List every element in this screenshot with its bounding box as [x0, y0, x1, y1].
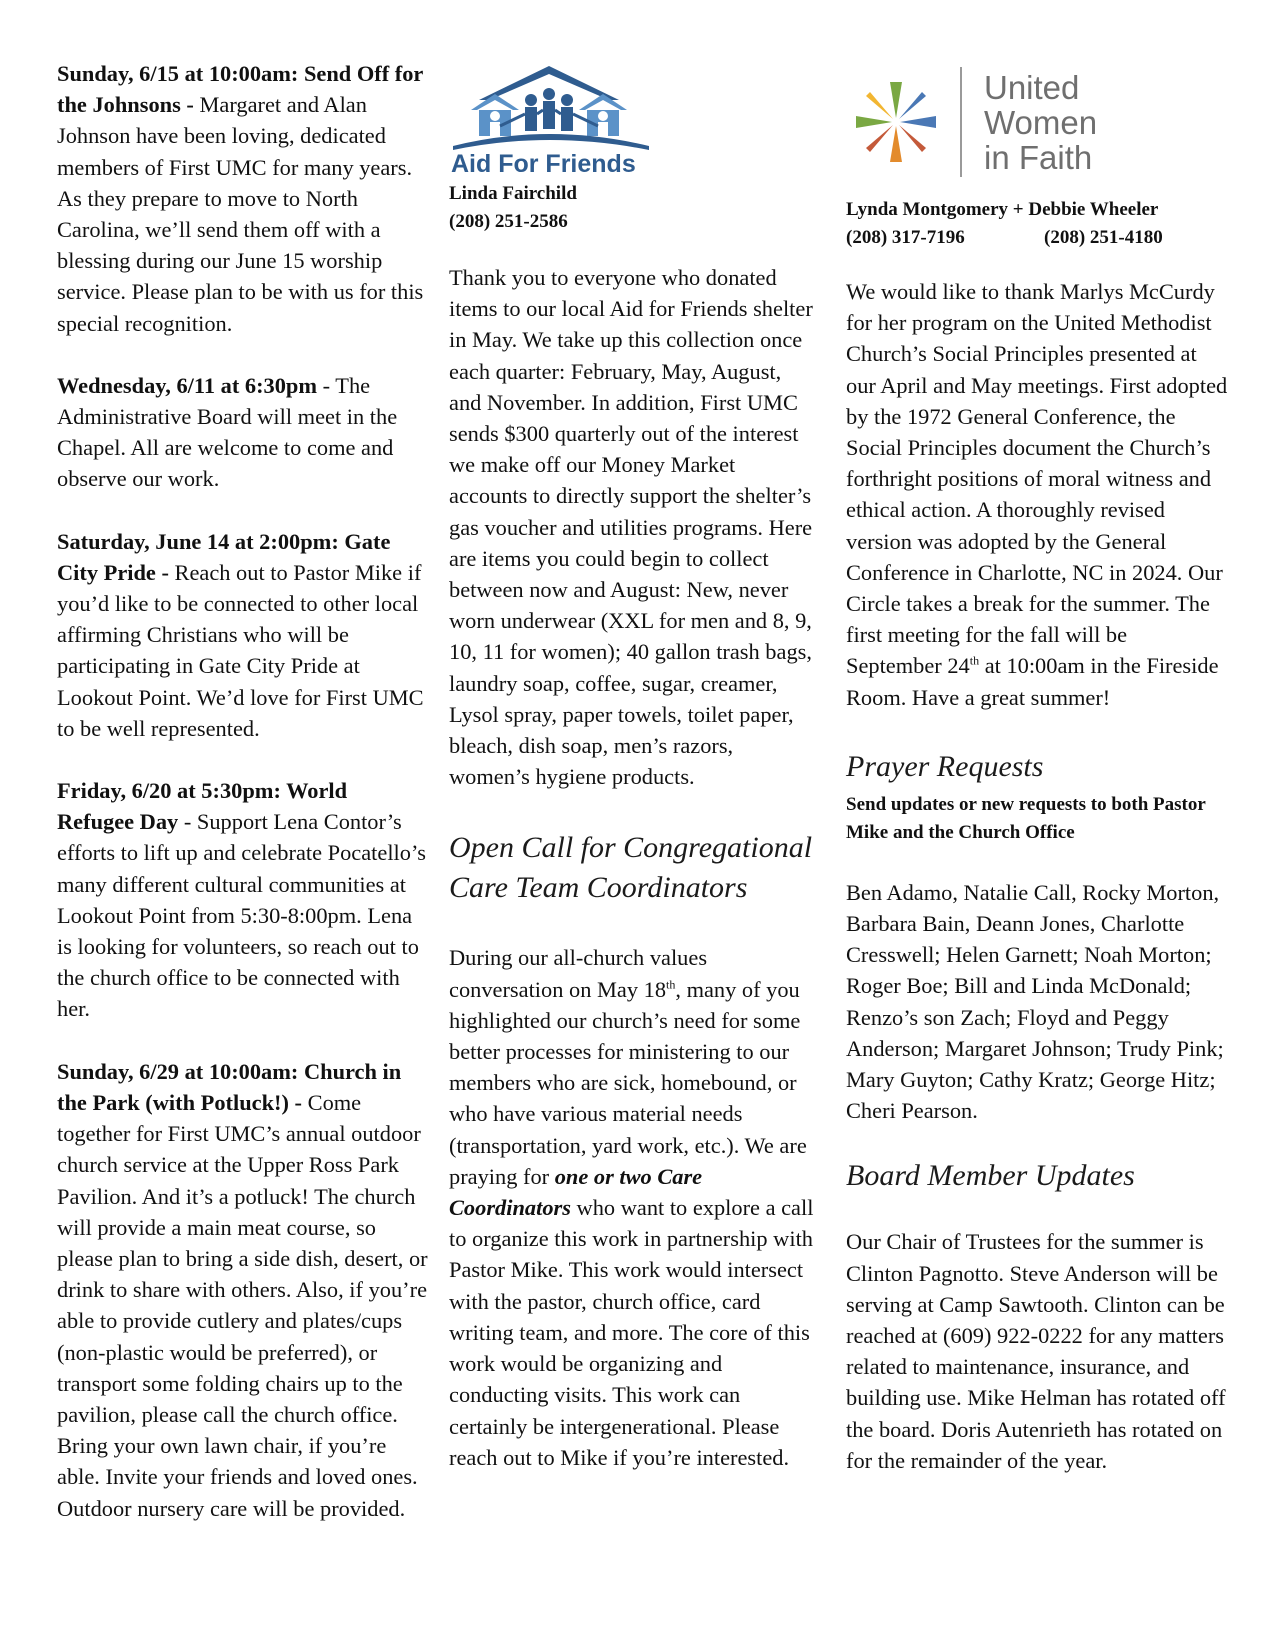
event-heading: Saturday, June 14 at 2:00pm: Gate City Pride -: [57, 528, 391, 585]
aid-for-friends-column: [449, 60, 819, 1473]
uwf-logo: [846, 62, 1228, 182]
uwf-contact-names: Lynda Montgomery + Debbie Wheeler: [846, 199, 1159, 220]
event-heading: Wednesday, 6/11 at 6:30pm: [57, 372, 318, 398]
houses-people-icon: [449, 60, 649, 176]
event-item: [57, 370, 429, 495]
event-body: Reach out to Pastor Mike if you’d like to be connected to other local affirming Christians who will be participating in Gate City Pride at Lookout Point. We’d love for First UMC to be well represented.: [57, 559, 424, 741]
events-column: [57, 58, 429, 1555]
event-item: [57, 1056, 429, 1524]
uwf-phone-1: (208) 317-7196: [846, 227, 965, 248]
aid-contact-phone: (208) 251-2586: [449, 211, 568, 232]
aid-logo-text: Aid For Friends: [451, 150, 636, 176]
aid-contact-name: Linda Fairchild: [449, 183, 577, 204]
uwf-logo-text: United Women in Faith: [984, 68, 1098, 176]
aid-intro-text: Thank you to everyone who donated items to our local Aid for Friends shelter in May. We take up this collection once each quarter: February, May, August, and November. In addition, First UMC sends $300 quarterly out of the interest we make off our Money Market accounts to directly support the shelter’s gas voucher and utilities programs. Here are items you could begin to collect between now and August: New, never worn underwear (XXL for men and 8, 9, 10, 11 for women); 40 gallon trash bags, laundry soap, coffee, sugar, creamer, Lysol spray, paper towels, toilet paper, bleach, dish soap, men’s razors, women’s hygiene products.: [449, 265, 813, 790]
aid-for-friends-logo: [449, 60, 819, 180]
care-coordinators-emphasis: one or two Care Coordinators: [449, 1163, 703, 1221]
uwf-divider: [960, 67, 962, 177]
event-heading: Sunday, 6/15 at 10:00am: Send Off for the Johnsons -: [57, 61, 423, 118]
prayer-requests-list: Ben Adamo, Natalie Call, Rocky Morton, Barbara Bain, Deann Jones, Charlotte Cresswell; Helen Garnett; Noah Morton; Roger Boe; Bill and Linda McDonald; Renzo’s son Zach; Floyd and Peggy Anderson; Margaret Johnson; Trudy Pink; Mary Guyton; Cathy Kratz; George Hitz; Cheri Pearson.: [846, 879, 1224, 1124]
event-body: - Support Lena Contor’s efforts to lift up and celebrate Pocatello’s many different cultural communities at Lookout Point from 5:30-8:00pm. Lena is looking for volunteers, so reach out to the church office to be connected with her.: [57, 809, 426, 1022]
prayer-requests-heading: Prayer Requests: [846, 749, 1044, 783]
event-body: Margaret and Alan Johnson have been loving, dedicated members of First UMC for many years. As they prepare to move to North Carolina, we’ll send them off with a blessing during our June 15 worship service. Please plan to be with us for this special recognition.: [57, 92, 424, 336]
prayer-requests-subheading: Send updates or new requests to both Pastor Mike and the Church Office: [846, 793, 1206, 843]
event-item: [57, 58, 429, 339]
event-heading: Friday, 6/20 at 5:30pm: World Refugee Day: [57, 778, 348, 835]
uwf-flower-icon: [846, 72, 946, 172]
board-updates-heading: Board Member Updates: [846, 1159, 1135, 1193]
event-body: Come together for First UMC’s annual outdoor church service at the Upper Ross Park Pavilion. And it’s a potluck! The church will provide a main meat course, so please plan to bring a side dish, desert, or drink to share with others. Also, if you’re able to provide cutlery and plates/cups (non-plastic would be preferred), or transport some folding chairs up to the pavilion, please call the church office. Bring your own lawn chair, if you’re able. Invite your friends and loved ones. Outdoor nursery care will be provided.: [57, 1089, 428, 1521]
event-item: [57, 775, 429, 1025]
care-coordinators-heading: Open Call for Congregational Care Team Coordinators: [449, 831, 813, 905]
event-item: [57, 526, 429, 744]
event-heading: Sunday, 6/29 at 10:00am: Church in the Park (with Potluck!) -: [57, 1058, 402, 1115]
uwf-update-text: We would like to thank Marlys McCurdy for her program on the United Methodist Church’s Social Principles presented at our April and May meetings. First adopted by the 1972 General Conference, the Social Principles document the Church’s forthright positions of moral witness and ethical action. A thoroughly revised version was adopted by the General Conference in Charlotte, NC in 2024. Our Circle takes a break for the summer. The first meeting for the fall will be September 24th at 10:00am in the Fireside Room. Have a great summer!: [846, 279, 1228, 710]
uwf-column: [846, 62, 1228, 1476]
uwf-contact-phones: [846, 224, 1228, 252]
care-coordinators-text: During our all-church values conversation on May 18th, many of you highlighted our church’s need for some better processes for ministering to our members who are sick, homebound, or who have various material needs (transportation, yard work, etc.). We are praying for one or two Care Coordinators who want to explore a call to organize this work in partnership with Pastor Mike. This work would intersect with the pastor, church office, card writing team, and more. The core of this work would be organizing and conducting visits. This work can certainly be intergenerational. Please reach out to Mike if you’re interested.: [449, 945, 814, 1470]
uwf-phone-2: (208) 251-4180: [1044, 227, 1163, 248]
board-updates-text: Our Chair of Trustees for the summer is Clinton Pagnotto. Steve Anderson will be serving at Camp Sawtooth. Clinton can be reached at (609) 922-0222 for any matters related to maintenance, insurance, and building use. Mike Helman has rotated off the board. Doris Autenrieth has rotated on for the remainder of the year.: [846, 1229, 1226, 1473]
event-body: - The Administrative Board will meet in the Chapel. All are welcome to come and observe our work.: [57, 372, 398, 492]
